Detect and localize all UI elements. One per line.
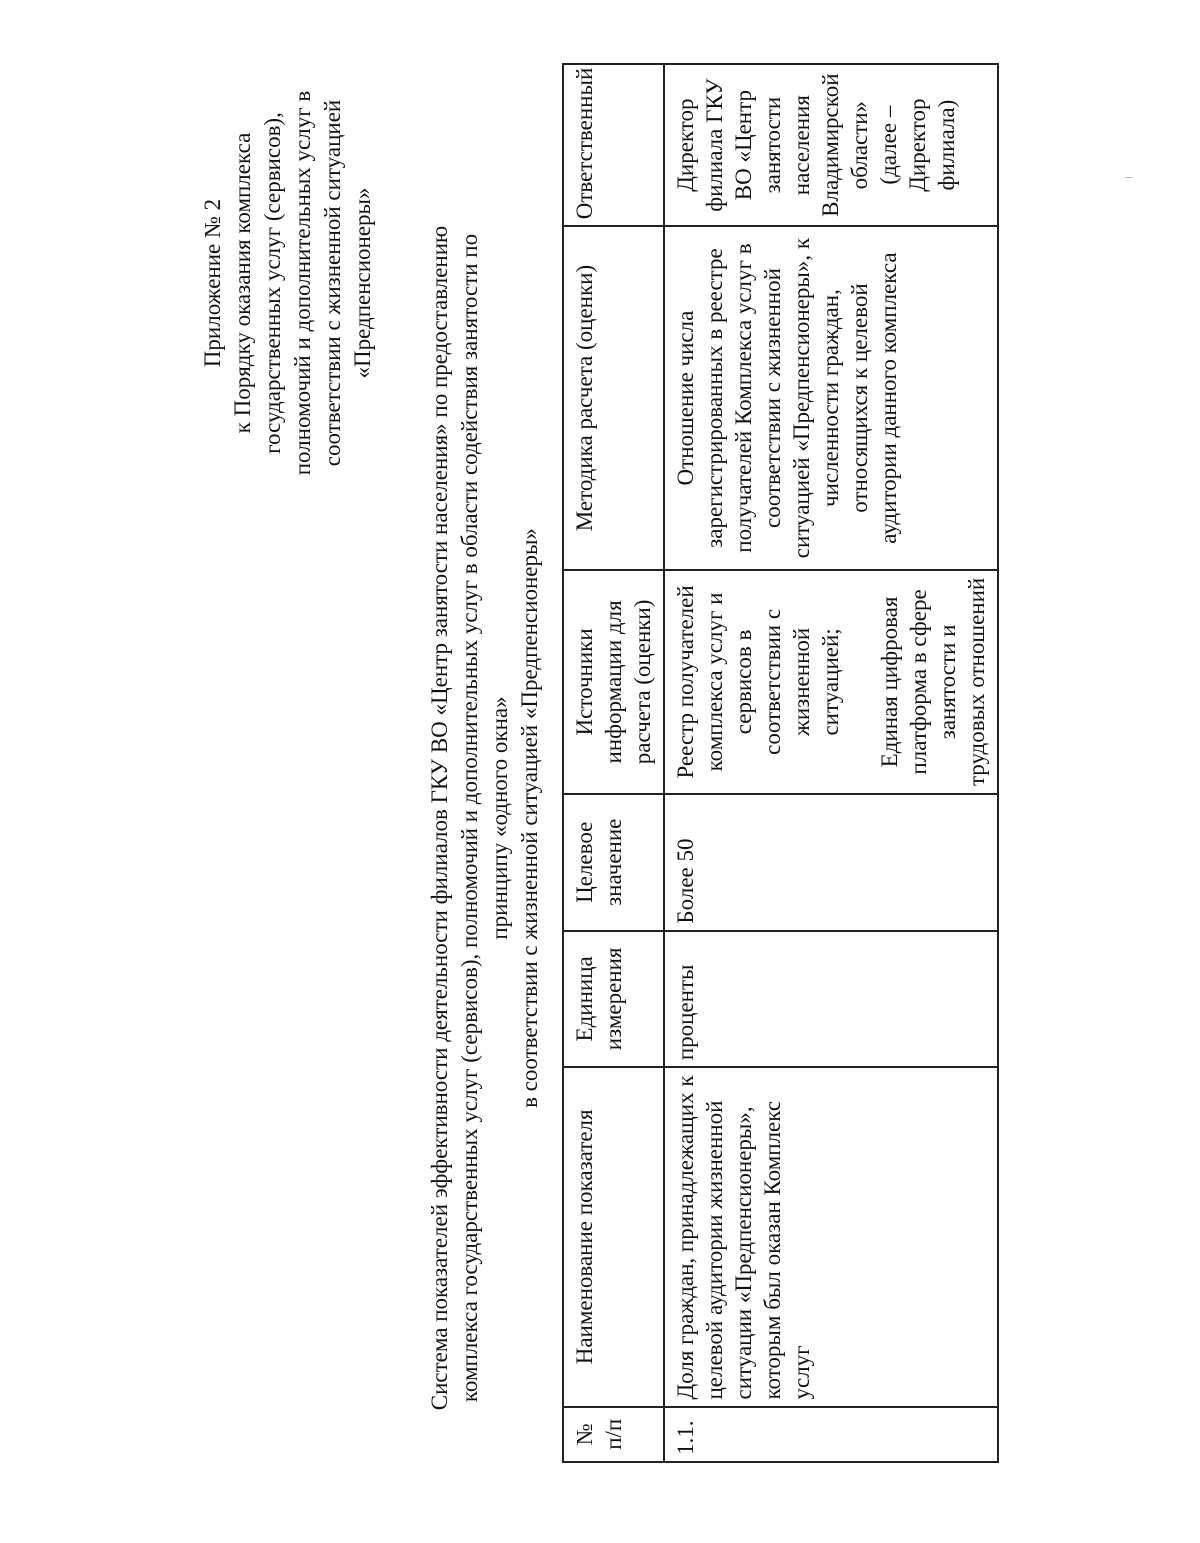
source-spacer (845, 577, 875, 787)
cell-unit: проценты (664, 931, 998, 1068)
cell-target: Более 50 (664, 794, 998, 931)
indicators-table-wrapper (562, 63, 999, 1463)
title-line: комплекса государственных услуг (сервисов), полномочий и дополнительных услуг в области содействия занятости по (457, 233, 482, 1403)
header-responsible: Ответственный (563, 64, 664, 226)
title-line: в соответствии с жизненной ситуацией «Предпенсионеры» (517, 528, 542, 1108)
cell-name: Доля граждан, принадлежащих к целевой аудитории жизненной ситуации «Предпенсионеры», которым был оказан Комплекс услуг (664, 1067, 998, 1406)
table-header-row (563, 64, 664, 1462)
table-row (664, 64, 998, 1462)
cell-source (664, 570, 998, 794)
annex-line: государственных услуг (сервисов), (260, 112, 285, 454)
annex-line: Приложение № 2 (200, 198, 225, 368)
indicators-table (562, 63, 999, 1463)
title-line: Система показателей эффективности деятельности филиалов ГКУ ВО «Центр занятости населения» по предоставлению (427, 225, 452, 1411)
cell-responsible: Директор филиала ГКУ ВО «Центр занятости населения Владимирской области» (далее – Директор филиала) (664, 64, 998, 226)
header-name: Наименование показателя (563, 1067, 664, 1406)
annex-line: соответствии с жизненной ситуацией (320, 99, 345, 467)
annex-header (198, 73, 378, 493)
cell-method: Отношение числа зарегистрированных в реестре получателей Комплекса услуг в соответствии с жизненной ситуацией «Предпенсионеры», к численности граждан, относящихся к целевой аудитории данного комплекса (664, 226, 998, 570)
header-method: Методика расчета (оценки) (563, 226, 664, 570)
header-target: Целевое значение (563, 794, 664, 931)
cell-num: 1.1. (664, 1407, 998, 1462)
title-line: принципу «одного окна» (487, 696, 512, 940)
document-title (425, 153, 545, 1483)
scan-mark (1125, 177, 1133, 178)
header-unit: Единица измерения (563, 931, 664, 1068)
annex-line: к Порядку оказания комплекса (230, 132, 255, 434)
annex-line: полномочий и дополнительных услуг в (290, 90, 315, 476)
source-item: Единая цифровая платформа в сфере занятости и трудовых отношений (877, 577, 989, 787)
header-source: Источники информации для расчета (оценки) (563, 570, 664, 794)
header-num: № п/п (563, 1407, 664, 1462)
annex-line: «Предпенсионеры» (350, 187, 375, 379)
source-item: Реестр получателей комплекса услуг и сервисов в соответствии с жизненной ситуацией; (673, 585, 843, 779)
